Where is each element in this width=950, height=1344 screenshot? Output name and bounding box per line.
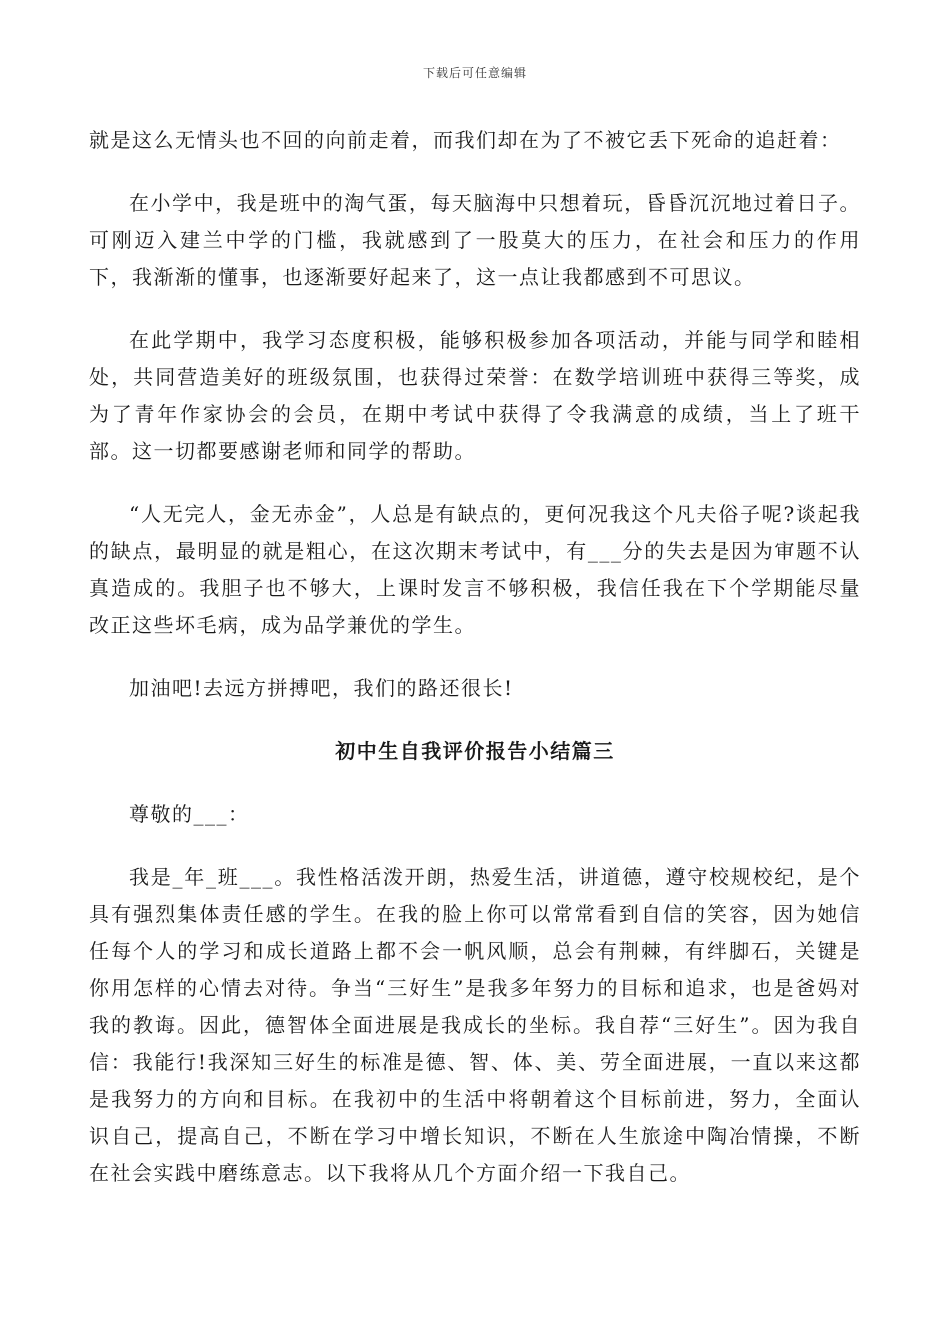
page-header: 下载后可任意编辑 xyxy=(422,66,527,80)
salutation: 尊敬的___： xyxy=(129,802,250,826)
paragraph-encouragement: 加油吧!去远方拼搏吧，我们的路还很长! xyxy=(129,676,514,700)
document-body xyxy=(89,122,861,1218)
paragraph-continuation: 就是这么无情头也不回的向前走着，而我们却在为了不被它丢下死命的追赶着： xyxy=(89,128,842,152)
section-title: 初中生自我评价报告小结篇三 xyxy=(335,739,615,763)
paragraph-primary-school: 在小学中，我是班中的淘气蛋，每天脑海中只想着玩，昏昏沉沉地过着日子。可刚迈入建兰中学的门槛，我就感到了一股莫大的压力，在社会和压力的作用下，我渐渐的懂事，也逐渐要好起来了，这一点让我都感到不可思议。 xyxy=(89,191,861,289)
paragraph-shortcomings: “人无完人，金无赤金”，人总是有缺点的，更何况我这个凡夫俗子呢?谈起我的缺点，最明显的就是粗心，在这次期末考试中，有___分的失去是因为审题不认真造成的。我胆子也不够大，上课时发言不够积极，我信任我在下个学期能尽量改正这些坏毛病，成为品学兼优的学生。 xyxy=(89,502,861,637)
paragraph-self-introduction: 我是_年_班___。我性格活泼开朗，热爱生活，讲道德，遵守校规校纪，是个具有强烈集体责任感的学生。在我的脸上你可以常常看到自信的笑容，因为她信任每个人的学习和成长道路上都不会一帆风顺，总会有荆棘，有绊脚石，关键是你用怎样的心情去对待。争当“三好生”是我多年努力的目标和追求，也是爸妈对我的教诲。因此，德智体全面进展是我成长的坐标。我自荐“三好生”。因为我自信：我能行!我深知三好生的标准是德、智、体、美、劳全面进展，一直以来这都是我努力的方向和目标。在我初中的生活中将朝着这个目标前进，努力，全面认识自己，提高自己，不断在学习中增长知识，不断在人生旅途中陶冶情操，不断在社会实践中磨练意志。以下我将从几个方面介绍一下我自己。 xyxy=(89,865,861,1185)
paragraph-achievements: 在此学期中，我学习态度积极，能够积极参加各项活动，并能与同学和睦相处，共同营造美好的班级氛围，也获得过荣誉：在数学培训班中获得三等奖，成为了青年作家协会的会员，在期中考试中获得了令我满意的成绩，当上了班干部。这一切都要感谢老师和同学的帮助。 xyxy=(89,328,861,463)
